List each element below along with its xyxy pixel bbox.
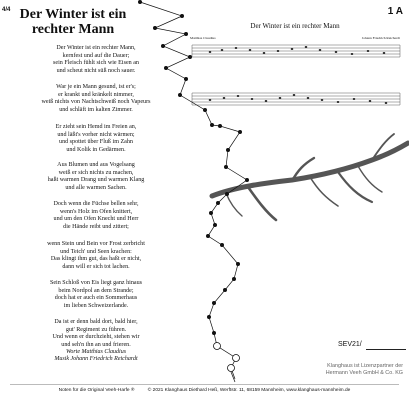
stanza-line: Der Winter ist ein rechter Mann, <box>56 45 136 51</box>
stanza-line: und um den Ofen Knecht und Herr <box>53 216 139 223</box>
stanza-line: Da ist er denn bald dort, bald hier, <box>54 319 138 325</box>
stanza-line: und läßt's vorher nicht wärmen; <box>57 131 135 138</box>
branch-illustration <box>212 134 408 220</box>
song-title: Der Winter ist ein rechter Mann <box>19 7 127 37</box>
stanza-line: haßt warmen Drang und warmen Klang <box>47 177 145 184</box>
stanza-line: sein Fleisch fühlt sich wie Eisen an <box>53 60 139 67</box>
stanza-line: und alle warmen Sachen. <box>65 184 127 191</box>
stanza-line: Aus Blumen und aus Vogelsang <box>57 162 135 168</box>
stanza-line: Und wenn er durchzieht, stehen wir <box>52 334 140 341</box>
catalog-code-blank <box>366 349 406 350</box>
sheet-music-staves <box>192 45 400 105</box>
stanza-line: die Hände reibt und zittert; <box>63 223 129 230</box>
footer <box>0 388 409 393</box>
license-note <box>326 363 403 377</box>
sheet-music-composer: Johann Friedrich Reichardt <box>361 36 400 40</box>
stanza-line: gut' Regiment zu führen. <box>65 326 127 333</box>
stanza-line: Das klingt ihm gut, das haßt er nicht, <box>50 256 142 263</box>
stanza-line: weiß nichts von Nachtschweiß noch Vapeurs <box>41 99 151 106</box>
license-line: Klanghaus ist Lizenzpartner der <box>327 363 403 369</box>
stanza-line: Doch wenn die Füchse bellen sehr, <box>53 201 139 207</box>
stanza-line: weiß er sich nichts zu machen, <box>58 169 134 176</box>
license-line: Hermann Veeh GmbH & Co. KG <box>325 370 403 376</box>
stanza-line: und seh'n ihn an und frieren. <box>61 341 131 348</box>
stanza-line: kernfest und auf die Dauer; <box>62 52 130 59</box>
stanza-line: Sein Schloß von Eis liegt ganz hinaus <box>49 280 143 286</box>
stanza-line: dann will er sich tot lachen. <box>62 263 130 270</box>
lyricist-credit: Worte Matthias Claudius <box>65 349 127 355</box>
stanza-line: doch hat er auch ein Sommerhaus <box>54 295 138 302</box>
sheet-music-notes <box>209 46 388 104</box>
metre-label: 4/4 <box>2 7 11 13</box>
stanza-line: er krankt und kränkelt nimmer, <box>58 91 134 98</box>
stanza-line: War je ein Mann gesund, ist er's; <box>56 84 136 90</box>
stanza-line: und schläft im kalten Zimmer. <box>59 106 133 113</box>
composer-credit: Musik Johann Friedrich Reichardt <box>54 356 138 363</box>
half-note-dots <box>214 343 240 372</box>
stanza-line: und scheut nicht süß noch sauer. <box>56 67 136 74</box>
stanza-line: wenn's Holz im Ofen knittert, <box>59 208 133 215</box>
stanza-line: wenn Stein und Bein vor Frost zerbricht <box>47 241 145 247</box>
sheet-music-title: Der Winter ist ein rechter Mann <box>250 22 340 30</box>
note-dots <box>138 0 249 335</box>
stanza-line: Er zieht sein Hemd im Freien an, <box>55 124 137 130</box>
catalog-code: SEV21/ <box>338 341 362 348</box>
stanza-line: und Teich' und Seen krachen: <box>60 248 132 255</box>
stanza-line: im lieben Schweizerlande. <box>63 302 129 309</box>
footer-divider <box>10 384 399 385</box>
stanza-line: und Kolik in Gedärmen. <box>66 146 126 153</box>
footer-copyright: © 2021 Klanghaus Diethard Heß, Werftstr. 11, 68159 Mannheim, www.klanghaus-mannheim.de <box>147 388 351 393</box>
page-number: 1 A <box>387 6 403 17</box>
stanza-line: und spottet über Fluß im Zahn <box>59 139 133 146</box>
sheet-music-lyricist: Matthias Claudius <box>190 36 216 40</box>
stanza-line: beim Nordpol an dem Strande; <box>58 287 134 294</box>
footer-left: Noten für die Original Veeh-Harfe ® <box>58 388 135 393</box>
